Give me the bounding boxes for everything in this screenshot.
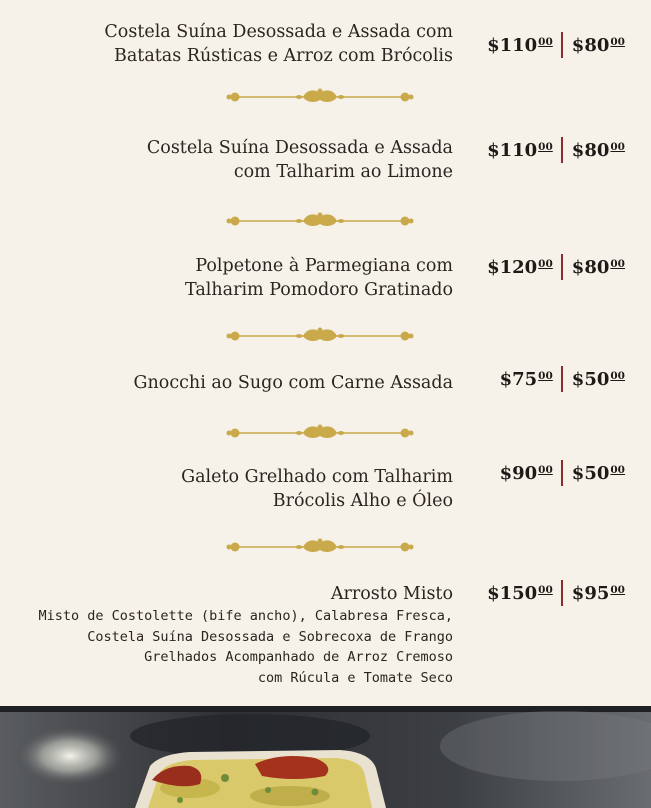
item-name-line: Arrosto Misto [330,584,453,604]
item-name-line: Costela Suína Desossada e Assada [146,138,453,158]
price-separator [561,460,563,486]
price-separator [561,366,563,392]
item-name [185,254,453,302]
price-separator [561,32,563,58]
item-name-line: Brócolis Alho e Óleo [272,491,453,511]
price-separator [561,580,563,606]
price-full: $120 00 [487,256,553,278]
price-separator [561,137,563,163]
ornament-divider-icon [225,537,415,557]
item-name-line: Talharim Pomodoro Gratinado [185,280,453,300]
description-line: Misto de Costolette (bife ancho), Calabresa Fresca, [38,608,453,624]
item-name-line: Galeto Grelhado com Talharim [181,467,453,487]
description-line: com Rúcula e Tomate Seco [257,669,453,686]
price-full: $150 00 [487,582,553,604]
price-half: $80 00 [571,256,625,278]
price-half: $50 00 [571,462,625,484]
ornament-divider-icon [225,87,415,107]
price-group [487,254,625,280]
price-full: $75 00 [499,368,553,390]
food-photo-icon [0,706,651,808]
price-half: $95 00 [571,582,625,604]
item-name [104,20,453,68]
price-group [487,580,625,606]
ornament-divider-icon [225,423,415,443]
price-half: $50 00 [571,368,625,390]
item-name-line: com Talharim ao Limone [233,162,453,182]
description-line: Grelhados Acompanhado de Arroz Cremoso [144,649,453,665]
item-name-line: Batatas Rústicas e Arroz com Brócolis [114,46,453,66]
price-half: $80 00 [571,139,625,161]
item-name [134,371,453,395]
item-name-line: Polpetone à Parmegiana com [195,256,453,276]
price-full: $90 00 [499,462,553,484]
item-name [147,136,453,184]
item-name [181,465,453,513]
description-line: Costela Suína Desossada e Sobrecoxa de Frango [87,628,453,645]
price-group [500,460,625,486]
price-full: $110 00 [487,34,553,56]
price-full: $110 00 [487,139,553,161]
price-group [487,32,625,58]
price-separator [561,254,563,280]
item-name [331,582,453,606]
item-name-line: Costela Suína Desossada e Assada com [104,22,453,42]
price-half: $80 00 [571,34,625,56]
item-description [38,606,453,688]
price-group [500,366,625,392]
ornament-divider-icon [225,326,415,346]
food-photo-drawing [0,706,651,808]
ornament-divider-icon [225,211,415,231]
item-name-line: Gnocchi ao Sugo com Carne Assada [133,373,453,393]
price-group [487,137,625,163]
